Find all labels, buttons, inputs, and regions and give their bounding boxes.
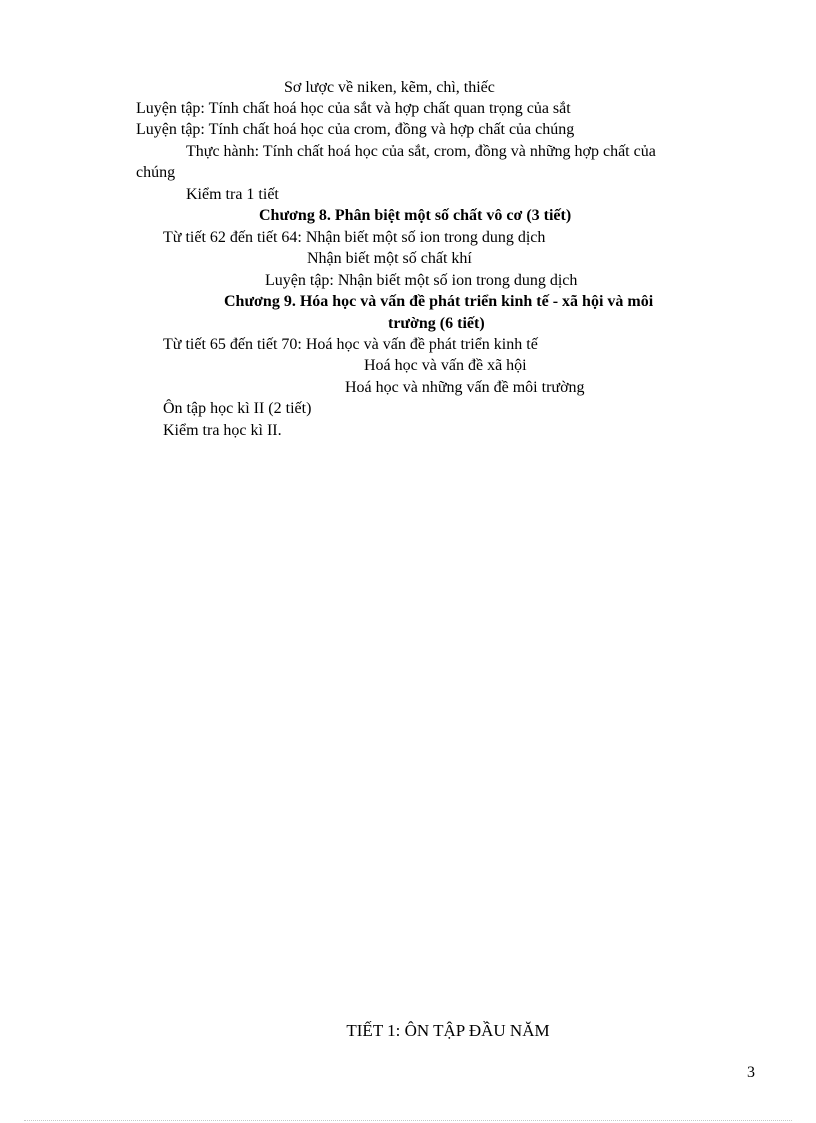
text-line: Từ tiết 62 đến tiết 64: Nhận biết một số ion trong dung dịch (163, 229, 546, 246)
text-line: chúng (136, 164, 176, 181)
text-line: Ôn tập học kì II (2 tiết) (163, 400, 312, 417)
text-line: Thực hành: Tính chất hoá học của sắt, crom, đồng và những hợp chất của (186, 143, 656, 160)
chapter-heading-continued: trường (6 tiết) (388, 315, 485, 332)
page-bottom-border (24, 1120, 792, 1121)
lesson-title: TIẾT 1: ÔN TẬP ĐẦU NĂM (346, 1021, 550, 1040)
text-line: Luyện tập: Tính chất hoá học của sắt và hợp chất quan trọng của sắt (136, 100, 571, 117)
text-line: Kiểm tra học kì II. (163, 422, 282, 439)
page-number: 3 (747, 1064, 755, 1081)
text-line: Luyện tập: Nhận biết một số ion trong dung dịch (265, 272, 578, 289)
text-line: Hoá học và những vấn đề môi trường (345, 379, 585, 396)
chapter-heading: Chương 8. Phân biệt một số chất vô cơ (3 tiết) (259, 207, 572, 224)
text-line: Nhận biết một số chất khí (307, 250, 472, 267)
text-line: Hoá học và vấn đề xã hội (364, 357, 527, 374)
text-line: Từ tiết 65 đến tiết 70: Hoá học và vấn đề phát triển kinh tế (163, 336, 538, 353)
text-line: Kiểm tra 1 tiết (186, 186, 279, 203)
chapter-heading: Chương 9. Hóa học và vấn đề phát triển kinh tế - xã hội và môi (224, 293, 654, 310)
text-line: Sơ lược về niken, kẽm, chì, thiếc (284, 79, 495, 96)
text-line: Luyện tập: Tính chất hoá học của crom, đồng và hợp chất của chúng (136, 121, 575, 138)
